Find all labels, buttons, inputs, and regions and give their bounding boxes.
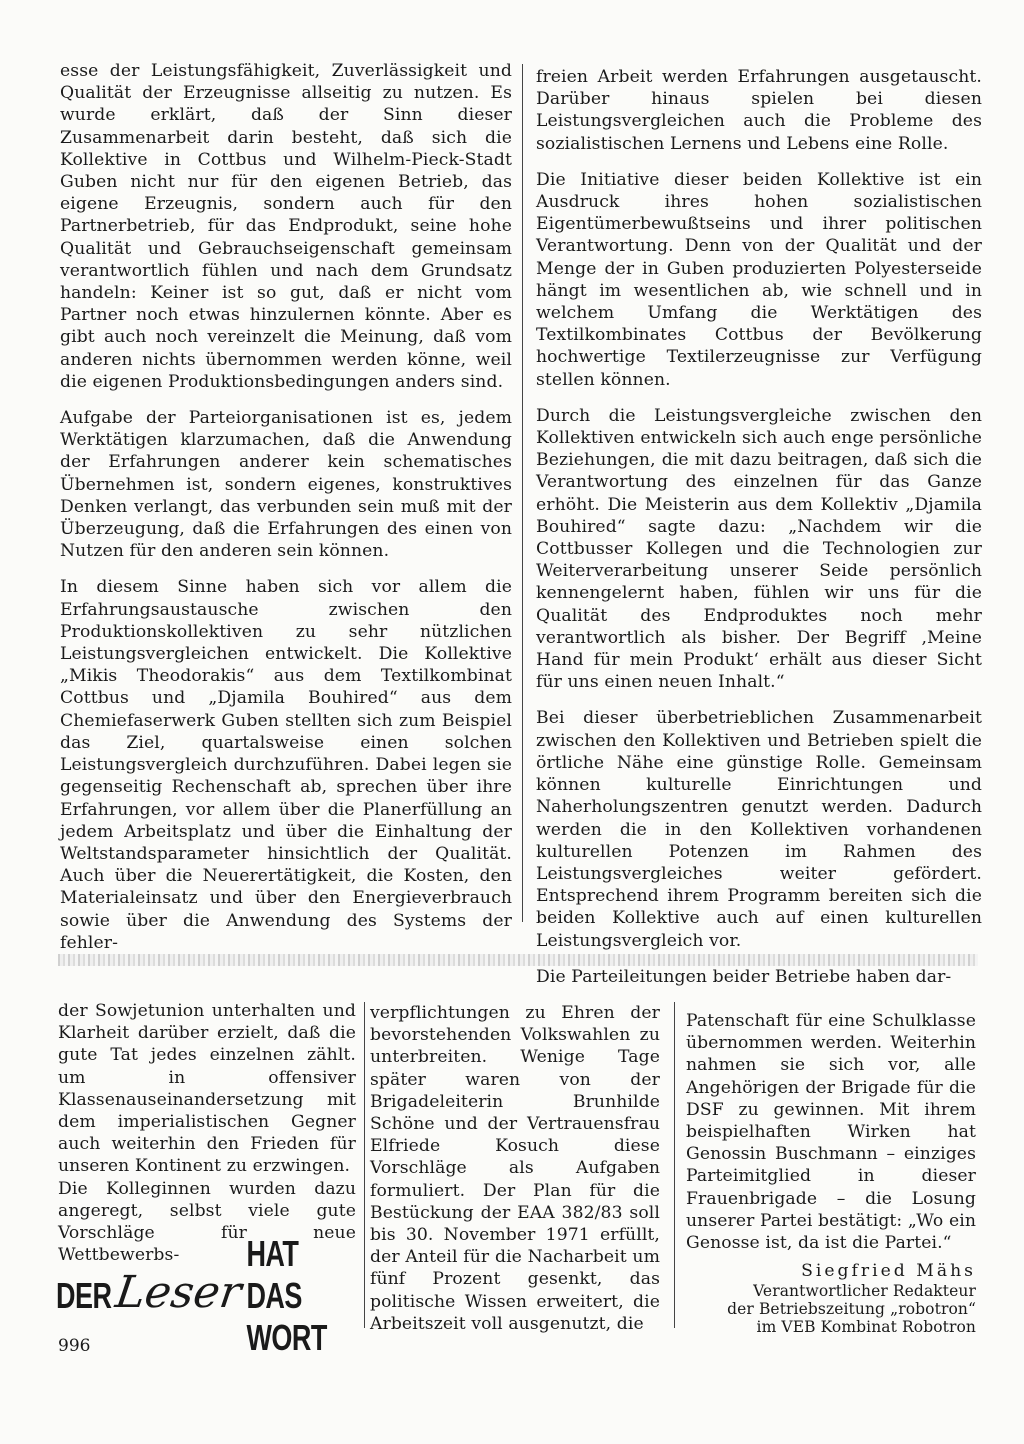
- paragraph: freien Arbeit werden Erfahrungen ausgetauscht. Darüber hinaus spielen bei diesen Leistungsvergleichen auch die Probleme des sozialistischen Lernens und Lebens eine Rolle.: [536, 67, 982, 154]
- letter-column-2: [370, 1002, 660, 1335]
- signature-role-line: Verantwortlicher Redakteur: [753, 1282, 976, 1301]
- paragraph: Durch die Leistungsvergleiche zwischen den Kollektiven entwickeln sich auch enge persönliche Beziehungen, die mit dazu beitragen, daß sich die Verantwortung des einzelnen für das Ganze erhöht. Die Meisterin aus dem Kollektiv „Djamila Bouhired“ sagte dazu: „Nachdem wir die Cottbusser Kollegen und die Technologien zur Weiterverarbeitung unserer Seide persönlich kennengelernt haben, fühlen wir uns für die Qualität des Endproduktes noch mehr verantwortlich als bisher. Der Begriff ‚Meine Hand für mein Produkt‘ erhält aus dieser Sicht für uns einen neuen Inhalt.“: [536, 405, 982, 693]
- paragraph: Die Parteileitungen beider Betriebe haben dar-: [536, 966, 952, 987]
- signature-role-line: der Betriebszeitung „robotron“: [727, 1300, 976, 1319]
- paragraph: der Sowjetunion unterhalten und Klarheit darüber erzielt, daß die gute Tat jedes einzelnen zählt. um in offensiver Klassenauseinandersetzung mit dem imperialistischen Gegner auch weiterhin den Frieden für unseren Kontinent zu erzwingen.: [58, 1001, 356, 1177]
- paragraph: esse der Leistungsfähigkeit, Zuverlässigkeit und Qualität der Erzeugnisse allseitig zu nutzen. Es wurde erklärt, daß der Sinn dieser Zusammenarbeit darin besteht, daß sich die Kollektive in Cottbus und Wilhelm-Pieck-Stadt Guben nicht nur für den eigenen Betrieb, das eigene Erzeugnis, sondern auch für den Partnerbetrieb, für das Endprodukt, seine hohe Qualität und Gebrauchseigenschaft gemeinsam verantwortlich fühlen und nach dem Grundsatz handeln: Keiner ist so gut, daß er nicht vom Partner noch etwas hinzulernen könnte. Aber es gibt auch noch vereinzelt die Meinung, daß vom anderen nichts übernommen werden könne, weil die eigenen Produktionsbedingungen anders sind.: [60, 61, 512, 392]
- logo-word: HAT DAS WORT: [246, 1233, 327, 1358]
- letter-column-3: [686, 1010, 976, 1336]
- signature-name: Siegfried Mähs: [801, 1261, 976, 1282]
- logo-word: DER: [56, 1275, 112, 1316]
- paragraph: Die Kolleginnen wurden dazu angeregt, selbst viele gute Vorschläge für neue Wettbewerbs-: [58, 1178, 356, 1266]
- paragraph: In diesem Sinne haben sich vor allem die Erfahrungsaustausche zwischen den Produktionskollektiven zu sehr nützlichen Leistungsvergleichen entwickelt. Die Kollektive „Mikis Theodorakis“ aus dem Textilkombinat Cottbus und „Djamila Bouhired“ aus dem Chemiefaserwerk Guben stellten sich zum Beispiel das Ziel, quartalsweise einen solchen Leistungsvergleich durchzuführen. Dabei legen sie gegenseitig Rechenschaft ab, sprechen über ihre Erfahrungen, vor allem über die Planerfüllung an jedem Arbeitsplatz und über die Einhaltung der Weltstandsparameter hinsichtlich der Qualität. Auch über die Neuerertätigkeit, die Kosten, den Materialeinsatz und über den Energieverbrauch sowie über die Anwendung des Systems der fehler-: [60, 577, 512, 953]
- paragraph: Die Initiative dieser beiden Kollektive ist ein Ausdruck ihres hohen sozialistischen Eigentümerbewußtseins und ihrer politischen Verantwortung. Denn von der Qualität und der Menge der in Guben produzierten Polyesterseide hängt im wesentlichen ab, wie schnell und in welchem Umfang die Werktätigen des Textilkombinates Cottbus der Bevölkerung hochwertige Textilerzeugnisse zur Verfügung stellen können.: [536, 169, 982, 390]
- column-divider: [364, 1002, 365, 1328]
- signature-role-line: im VEB Kombinat Robotron: [756, 1318, 976, 1337]
- paragraph: Bei dieser überbetrieblichen Zusammenarbeit zwischen den Kollektiven und Betrieben spielt die örtliche Nähe eine günstige Rolle. Gemeinsam können kulturelle Einrichtungen und Naherholungszentren genutzt werden. Dadurch werden die in den Kollektiven vorhandenen kulturellen Potenzen im Rahmen des Leistungsvergleiches weiter gefördert. Entsprechend ihrem Programm bereiten sich die beiden Kollektive auch auf einen kulturellen Leistungsvergleich vor.: [536, 708, 982, 951]
- article-column-right: [536, 66, 982, 1002]
- paragraph: Patenschaft für eine Schulklasse übernommen werden. Weiterhin nahmen sie sich vor, alle Angehörigen der Brigade für die DSF zu gewinnen. Mit ihrem beispielhaften Wirken hat Genossin Buschmann – einziges Parteimitglied in dieser Frauenbrigade – die Losung unserer Partei bestätigt: „Wo ein Genosse ist, da ist die Partei.“: [686, 1011, 976, 1254]
- paragraph: verpflichtungen zu Ehren der bevorstehenden Volkswahlen zu unterbreiten. Wenige Tage später waren von der Brigadeleiterin Brunhilde Schöne und der Vertrauensfrau Elfriede Kosuch diese Vorschläge als Aufgaben formuliert. Der Plan für die Bestückung der EAA 382/83 soll bis 30. November 1971 erfüllt, der Anteil für die Nacharbeit um fünf Prozent gesenkt, das politische Wissen erweitert, die Arbeitszeit voll ausgenutzt, die: [370, 1003, 660, 1334]
- letter-column-1: [58, 1000, 356, 1266]
- page-number: 996: [58, 1336, 91, 1356]
- section-separator: [58, 954, 978, 966]
- column-divider: [674, 1002, 675, 1328]
- column-divider: [522, 64, 523, 922]
- article-column-left: [60, 60, 512, 968]
- logo-script-word: Leser: [111, 1266, 245, 1318]
- paragraph: Aufgabe der Parteiorganisationen ist es, jedem Werktätigen klarzumachen, daß die Anwendung der Erfahrungen anderer kein schematisches Übernehmen ist, sondern eigenes, konstruktives Denken verlangt, das verbunden sein muß mit der Überzeugung, daß die Erfahrungen des einen von Nutzen für den anderen sein können.: [60, 408, 512, 562]
